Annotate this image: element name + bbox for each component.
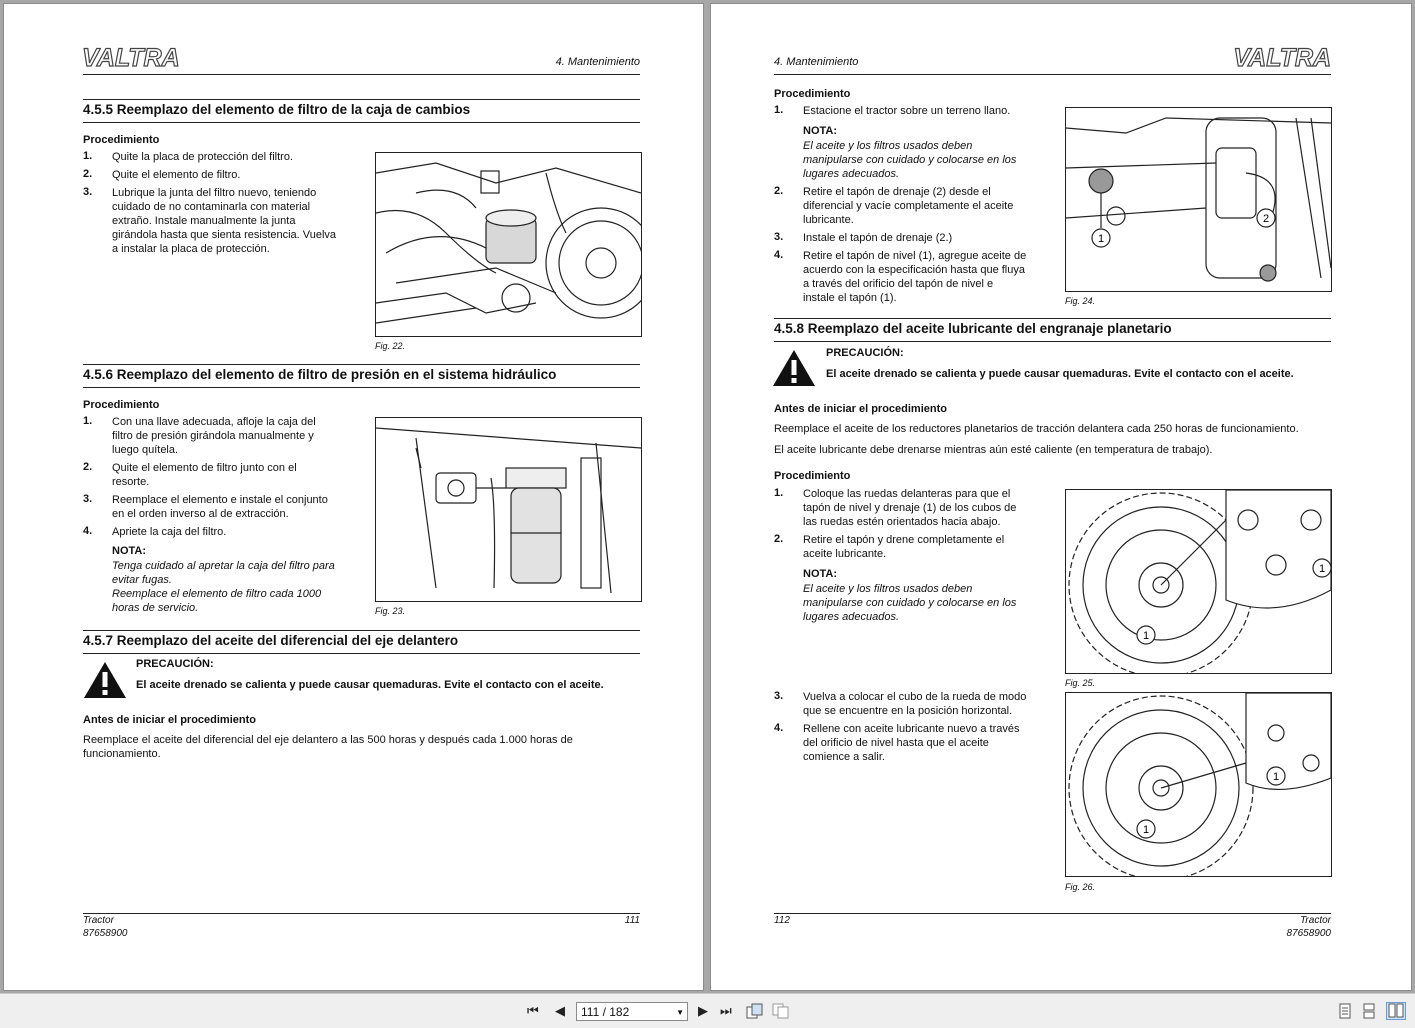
callout-1: 1 [1272, 771, 1280, 783]
procedure-heading: Procedimiento [83, 134, 160, 146]
step-text-line: Reemplace el elemento e instale el conjunto [112, 494, 328, 506]
step-number: 3. [774, 690, 784, 702]
valtra-logo: VALTRA [1233, 44, 1331, 72]
list-item [774, 231, 1054, 245]
list-item [774, 487, 1054, 529]
callout-1: 1 [1142, 630, 1150, 642]
chapter-header: 4. Mantenimiento [555, 56, 640, 68]
next-page-button[interactable]: ▶ [698, 1003, 708, 1018]
nota-text [112, 559, 335, 615]
text-line: funcionamiento. [83, 748, 161, 760]
last-page-button[interactable]: ⏭ [720, 1003, 732, 1018]
footer-rule [774, 913, 1331, 914]
list-item [774, 104, 1054, 118]
section-rule [83, 630, 640, 631]
step-text-line: Estacione el tractor sobre un terreno llano. [803, 105, 1011, 117]
step-text-line: diferencial y vacíe completamente el aceite [803, 200, 1014, 212]
step-text-line: a instalar la placa de protección. [112, 243, 270, 255]
section-rule [83, 99, 640, 100]
gearbox-filter-illustration [376, 153, 641, 336]
before-heading: Antes de iniciar el procedimiento [83, 714, 256, 726]
continuous-view-icon[interactable] [1362, 1003, 1376, 1019]
figure-23 [375, 417, 642, 602]
steps-455 [83, 150, 363, 260]
text-line: Reemplace el elemento de filtro cada 1000 [112, 588, 322, 600]
steps-458-a [774, 487, 1054, 565]
callout-1: 1 [1097, 233, 1105, 245]
step-text-line: a través del orificio del tapón de nivel e [803, 278, 994, 290]
step-text-line: del orificio de nivel hasta que el aceite [803, 737, 989, 749]
step-number: 3. [83, 186, 93, 198]
footer-model: Tractor [83, 915, 114, 926]
step-number: 1. [83, 150, 93, 162]
nota-label: NOTA: [112, 545, 147, 557]
warning-icon [83, 660, 127, 700]
text-line: evitar fugas. [112, 574, 172, 586]
list-item [83, 415, 363, 457]
step-number: 2. [774, 533, 784, 545]
page-111 [4, 4, 703, 990]
step-text-line: en el orden inverso al de extracción. [112, 508, 289, 520]
step-text-line: Retire el tapón de nivel (1), agregue aceite de [803, 250, 1027, 262]
front-differential-illustration [1066, 108, 1331, 291]
section-rule [83, 387, 640, 388]
figure-25 [1065, 489, 1332, 674]
steps-457-b [774, 185, 1054, 309]
list-item [774, 185, 1054, 227]
nota-label: NOTA: [803, 125, 838, 137]
figure-25-caption: Fig. 25. [1065, 678, 1096, 688]
step-text-line: girándola hasta que sienta resistencia. Vuelva [112, 229, 337, 241]
step-text-line: Retire el tapón y drene completamente el [803, 534, 1005, 546]
before-heading: Antes de iniciar el procedimiento [774, 403, 947, 415]
list-item [774, 249, 1054, 305]
procedure-heading: Procedimiento [83, 399, 160, 411]
step-number: 1. [774, 104, 784, 116]
list-item [83, 186, 363, 256]
step-text-line: instale el tapón (1). [803, 292, 897, 304]
step-number: 2. [83, 168, 93, 180]
header-rule [774, 74, 1331, 75]
text-line: lugares adecuados. [803, 168, 900, 180]
step-text-line: Rellene con aceite lubricante nuevo a través [803, 723, 1020, 735]
step-text-line: cuidado de no contaminarla con material [112, 201, 311, 213]
list-item [83, 493, 363, 521]
step-text-line: las ruedas estén orientados hacia abajo. [803, 516, 1001, 528]
step-number: 4. [774, 722, 784, 734]
section-title-455: 4.5.5 Reemplazo del elemento de filtro de la caja de cambios [83, 102, 471, 117]
header-rule [83, 74, 640, 75]
step-number: 3. [774, 231, 784, 243]
footer-code: 87658900 [1286, 928, 1331, 939]
nota-text [803, 139, 1016, 181]
previous-page-button[interactable]: ◀ [555, 1003, 565, 1018]
text-line: Tenga cuidado al apretar la caja del filtro para [112, 560, 335, 572]
section-title-456: 4.5.6 Reemplazo del elemento de filtro de presión en el sistema hidráulico [83, 367, 557, 382]
caution-label: PRECAUCIÓN: [136, 658, 214, 670]
step-number: 2. [83, 461, 93, 473]
text-line: Reemplace el aceite del diferencial del eje delantero a las 500 horas y después cada 1.000 horas de [83, 734, 573, 746]
step-text-line: aceite lubricante. [803, 548, 887, 560]
callout-2: 2 [1262, 213, 1270, 225]
step-text-line: Quite el elemento de filtro junto con el [112, 462, 297, 474]
caution-text: El aceite drenado se calienta y puede causar quemaduras. Evite el contacto con el aceite. [136, 679, 604, 691]
step-text-line: resorte. [112, 476, 150, 488]
section-title-457: 4.5.7 Reemplazo del aceite del diferencial del eje delantero [83, 633, 459, 648]
figure-24 [1065, 107, 1332, 292]
step-text-line: filtro de presión girándola manualmente y [112, 430, 314, 442]
warning-icon [772, 348, 816, 388]
figure-24-caption: Fig. 24. [1065, 296, 1096, 306]
step-text-line: acuerdo con la especificación hasta que fluya [803, 264, 1025, 276]
figure-26 [1065, 692, 1332, 877]
caution-text: El aceite drenado se calienta y puede causar quemaduras. Evite el contacto con el aceite. [826, 368, 1294, 380]
page-112 [711, 4, 1411, 990]
before-text-2: El aceite lubricante debe drenarse mientras aún esté caliente (en temperatura de trabajo). [774, 444, 1213, 456]
step-number: 1. [774, 487, 784, 499]
step-number: 4. [774, 249, 784, 261]
footer-page-number: 111 [624, 915, 640, 926]
step-text-line: Quite la placa de protección del filtro. [112, 151, 293, 163]
step-number: 3. [83, 493, 93, 505]
hydraulic-filter-illustration [376, 418, 641, 601]
before-text [83, 733, 573, 761]
list-item [774, 533, 1054, 561]
steps-457-a [774, 104, 1054, 122]
page-selector[interactable] [576, 1002, 688, 1021]
procedure-heading: Procedimiento [774, 470, 851, 482]
text-line: El aceite y los filtros usados deben [803, 583, 973, 595]
footer-model: Tractor [1300, 915, 1331, 926]
callout-1: 1 [1318, 563, 1326, 575]
text-line: manipularse con cuidado y colocarse en los [803, 154, 1017, 166]
step-text-line: comience a salir. [803, 751, 885, 763]
section-title-458: 4.5.8 Reemplazo del aceite lubricante del engranaje planetario [774, 321, 1172, 336]
valtra-logo: VALTRA [82, 44, 180, 72]
section-rule [83, 653, 640, 654]
list-item [83, 168, 363, 182]
copy-view-icon[interactable] [772, 1003, 790, 1019]
step-text-line: Lubrique la junta del filtro nuevo, teniendo [112, 187, 317, 199]
figure-26-caption: Fig. 26. [1065, 882, 1096, 892]
step-text-line: extraño. Instale manualmente la junta [112, 215, 296, 227]
step-text-line: Vuelva a colocar el cubo de la rueda de modo [803, 691, 1027, 703]
procedure-heading: Procedimiento [774, 88, 851, 100]
step-text-line: Quite el elemento de filtro. [112, 169, 241, 181]
before-text-1: Reemplace el aceite de los reductores planetarios de tracción delantera cada 250 horas de funcionamiento. [774, 423, 1299, 435]
list-item [774, 690, 1054, 718]
section-rule [774, 341, 1331, 342]
list-item [774, 722, 1054, 764]
text-line: horas de servicio. [112, 602, 199, 614]
step-text-line: Apriete la caja del filtro. [112, 526, 227, 538]
figure-22-caption: Fig. 22. [375, 341, 406, 351]
two-page-view-icon[interactable] [1386, 1002, 1406, 1020]
step-text-line: Instale el tapón de drenaje (2.) [803, 232, 953, 244]
step-number: 4. [83, 525, 93, 537]
list-item [83, 525, 363, 539]
rotate-view-icon[interactable] [746, 1003, 764, 1019]
step-number: 1. [83, 415, 93, 427]
single-page-view-icon[interactable] [1338, 1003, 1352, 1019]
caution-label: PRECAUCIÓN: [826, 347, 904, 359]
section-rule [774, 318, 1331, 319]
section-rule [83, 122, 640, 123]
text-line: El aceite y los filtros usados deben [803, 140, 973, 152]
step-text-line: Retire el tapón de drenaje (2) desde el [803, 186, 991, 198]
page-indicator: 111 / 182 [581, 1005, 630, 1019]
section-rule [83, 364, 640, 365]
wheel-hub-horizontal-illustration [1066, 693, 1331, 876]
step-text-line: luego quítela. [112, 444, 179, 456]
list-item [83, 461, 363, 489]
first-page-button[interactable]: ⏮ [527, 1003, 539, 1018]
step-text-line: lubricante. [803, 214, 854, 226]
chevron-down-icon: ▼ [676, 1008, 684, 1017]
text-line: manipularse con cuidado y colocarse en los [803, 597, 1017, 609]
step-text-line: Coloque las ruedas delanteras para que el [803, 488, 1011, 500]
list-item [83, 150, 363, 164]
callout-1: 1 [1142, 824, 1150, 836]
footer-code: 87658900 [83, 928, 128, 939]
step-number: 2. [774, 185, 784, 197]
chapter-header: 4. Mantenimiento [774, 56, 859, 68]
steps-458-b [774, 690, 1054, 768]
step-text-line: Con una llave adecuada, afloje la caja del [112, 416, 316, 428]
nota-label: NOTA: [803, 568, 838, 580]
footer-page-number: 112 [774, 915, 790, 926]
step-text-line: tapón de nivel y drenaje (1) de los cubos de [803, 502, 1017, 514]
nota-text [803, 582, 1016, 624]
figure-23-caption: Fig. 23. [375, 606, 406, 616]
wheel-hub-down-illustration [1066, 490, 1331, 673]
viewer-toolbar [0, 993, 1415, 1028]
figure-22 [375, 152, 642, 337]
footer-rule [83, 913, 640, 914]
text-line: lugares adecuados. [803, 611, 900, 623]
steps-456 [83, 415, 363, 543]
step-text-line: que se encuentre en la posición horizontal. [803, 705, 1013, 717]
